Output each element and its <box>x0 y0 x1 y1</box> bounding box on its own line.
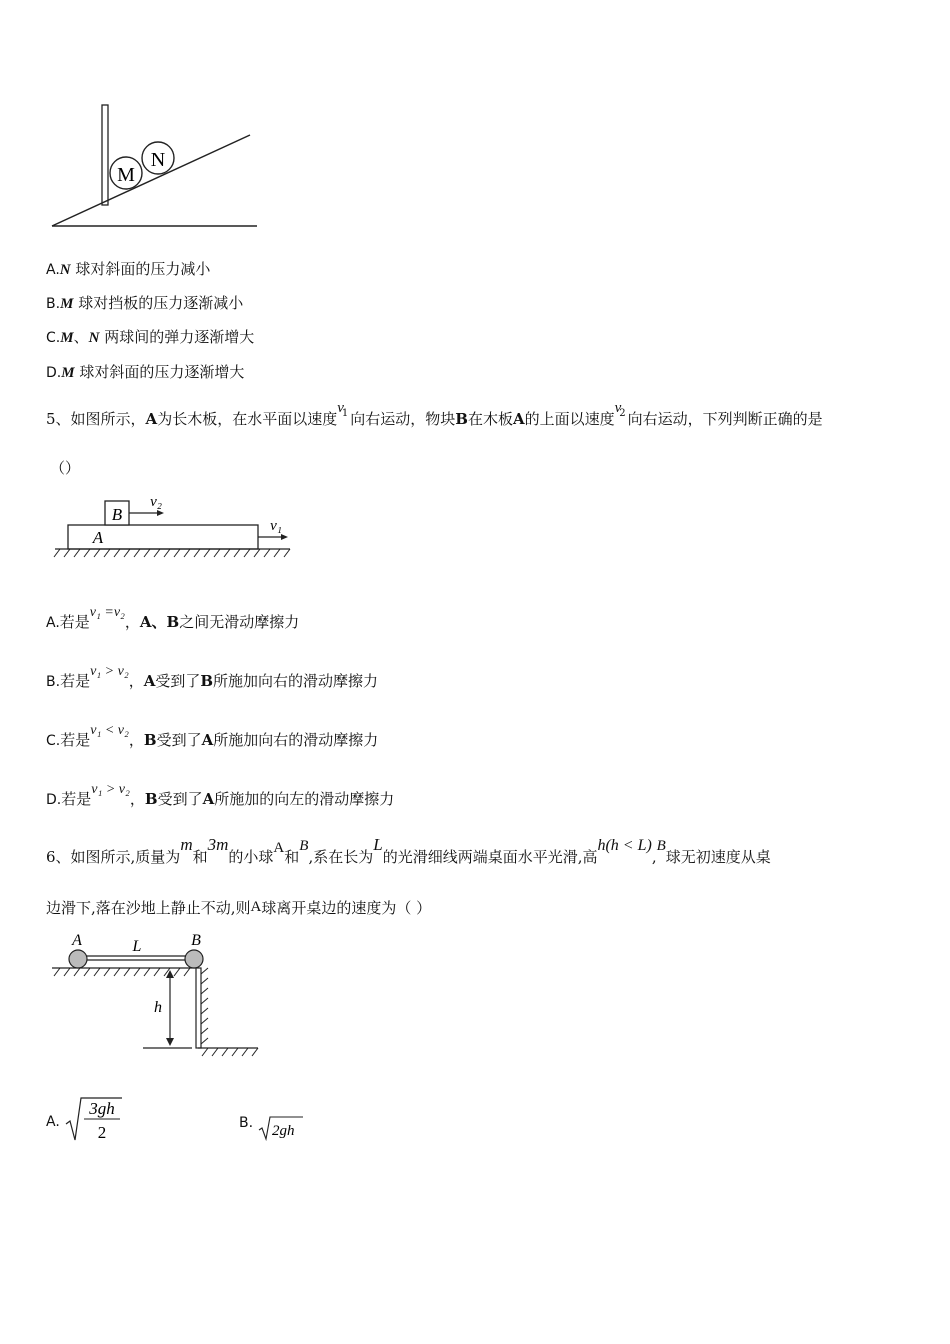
optA-denominator: 2 <box>97 1123 107 1142</box>
q5-option-c: C.若是v₁ < v₂，B受到了A所施加向右的滑动摩擦力 <box>46 723 379 749</box>
optA-numerator: 3gh <box>89 1099 115 1118</box>
q4-option-c: C.M、N 两球间的弹力逐渐增大 <box>46 328 255 346</box>
board-a-label: A <box>92 528 104 547</box>
optB-expression: 2gh <box>272 1123 295 1139</box>
q5-paren: （） <box>50 459 81 477</box>
ball-a-label: A <box>72 932 82 949</box>
q6-option-a: A. 3gh 2 <box>46 1094 126 1144</box>
q5-option-d: D.若是v₁ > v₂，B受到了A所施加的向左的滑动摩擦力 <box>46 782 395 808</box>
ball-b-label: B <box>191 932 201 949</box>
ball-m-label: M <box>117 164 135 186</box>
q4-option-a: A.N 球对斜面的压力减小 <box>46 260 211 278</box>
figure-table-balls <box>46 928 266 1060</box>
v2-label: v₂ <box>150 494 162 510</box>
q6-option-b: B. 2gh <box>239 1114 319 1144</box>
q5-stem: 5、如图所示，A为长木板，在水平面以速度$v^1$ 向右运动，物块B在木板A的上面以速度$v^2$ 向右运动，下列判断正确的是 <box>46 400 823 428</box>
q5-option-b: B.若是v₁ > v₂，A受到了B所施加向右的滑动摩擦力 <box>46 664 379 690</box>
q6-stem-line1: 6、如图所示,质量为m和3m的小球A和B,系在长为L的光滑细线两端桌面水平光滑,高h(h < L),B球无初速度从桌 <box>46 835 771 866</box>
q5-option-a: A.若是v₁ =v₂，A、B之间无滑动摩擦力 <box>46 605 300 631</box>
block-b-label: B <box>111 505 123 524</box>
q4-option-d: D.M 球对斜面的压力逐渐增大 <box>46 363 245 381</box>
figure-board-block <box>50 488 300 563</box>
v1-label: v₁ <box>270 518 282 534</box>
ball-n-label: N <box>150 149 166 171</box>
length-l-label: L <box>132 938 142 955</box>
q4-option-b: B.M 球对挡板的压力逐渐减小 <box>46 294 244 312</box>
height-h-label: h <box>154 999 162 1016</box>
figure-incline-balls <box>40 95 270 235</box>
q6-stem-line2: 边滑下,落在沙地上静止不动,则A球离开桌边的速度为（ ） <box>46 899 432 917</box>
